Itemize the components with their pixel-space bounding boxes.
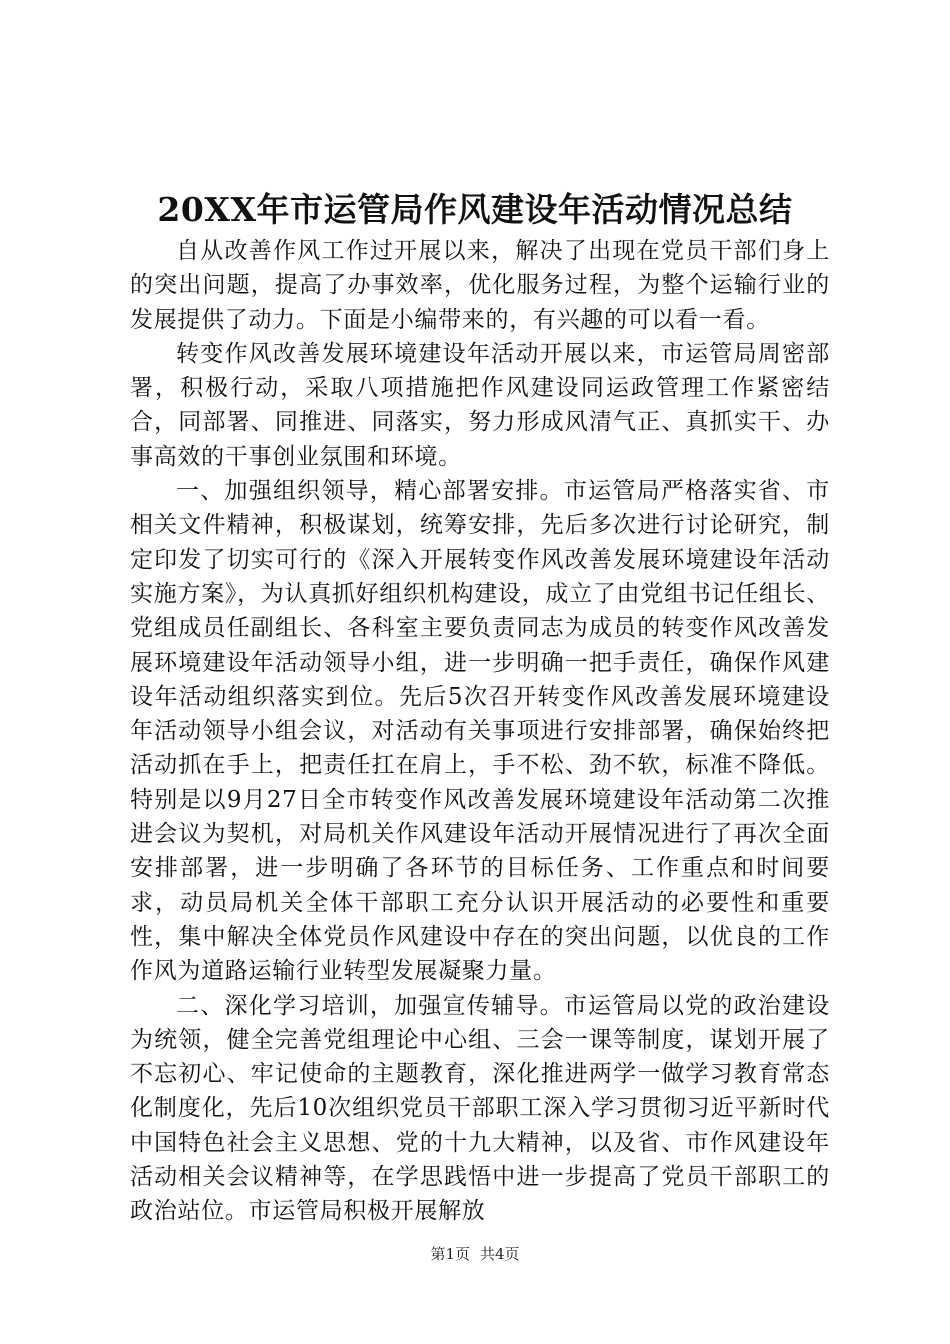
- paragraph-section-2: 二、深化学习培训，加强宣传辅导。市运管局以党的政治建设为统领，健全完善党组理论中心组、三会一课等制度，谋划开展了不忘初心、牢记使命的主题教育，深化推进两学一做学习教育常态化制度化，先后10次组织党员干部职工深入学习贯彻习近平新时代中国特色社会主义思想、党的十九大精神，以及省、市作风建设年活动相关会议精神等，在学思践悟中进一步提高了党员干部职工的政治站位。市运管局积极开展解放: [130, 992, 830, 1225]
- paragraph-intro: 自从改善作风工作过开展以来，解决了出现在党员干部们身上的突出问题，提高了办事效率，优化服务过程，为整个运输行业的发展提供了动力。下面是小编带来的，有兴趣的可以看一看。: [130, 238, 830, 333]
- page-number: 第1页: [430, 1245, 470, 1263]
- paragraph-overview: 转变作风改善发展环境建设年活动开展以来，市运管局周密部署，积极行动，采取八项措施把作风建设同运政管理工作紧密结合，同部署、同推进、同落实，努力形成风清气正、真抓实干、办事高效的干事创业氛围和环境。: [130, 340, 830, 470]
- page-footer: [0, 1242, 950, 1266]
- document-title: 20XX年市运管局作风建设年活动情况总结: [157, 190, 793, 229]
- page-total: 共4页: [480, 1245, 520, 1263]
- document-body: [130, 234, 830, 1229]
- paragraph-section-1: 一、加强组织领导，精心部署安排。市运管局严格落实省、市相关文件精神，积极谋划，统筹安排，先后多次进行讨论研究，制定印发了切实可行的《深入开展转变作风改善发展环境建设年活动实施方案》，为认真抓好组织机构建设，成立了由党组书记任组长、党组成员任副组长、各科室主要负责同志为成员的转变作风改善发展环境建设年活动领导小组，进一步明确一把手责任，确保作风建设年活动组织落实到位。先后5次召开转变作风改善发展环境建设年活动领导小组会议，对活动有关事项进行安排部署，确保始终把活动抓在手上，把责任扛在肩上，手不松、劲不软，标准不降低。特别是以9月27日全市转变作风改善发展环境建设年活动第二次推进会议为契机，对局机关作风建设年活动开展情况进行了再次全面安排部署，进一步明确了各环节的目标任务、工作重点和时间要求，动员局机关全体干部职工充分认识开展活动的必要性和重要性，集中解决全体党员作风建设中存在的突出问题，以优良的工作作风为道路运输行业转型发展凝聚力量。: [130, 478, 830, 985]
